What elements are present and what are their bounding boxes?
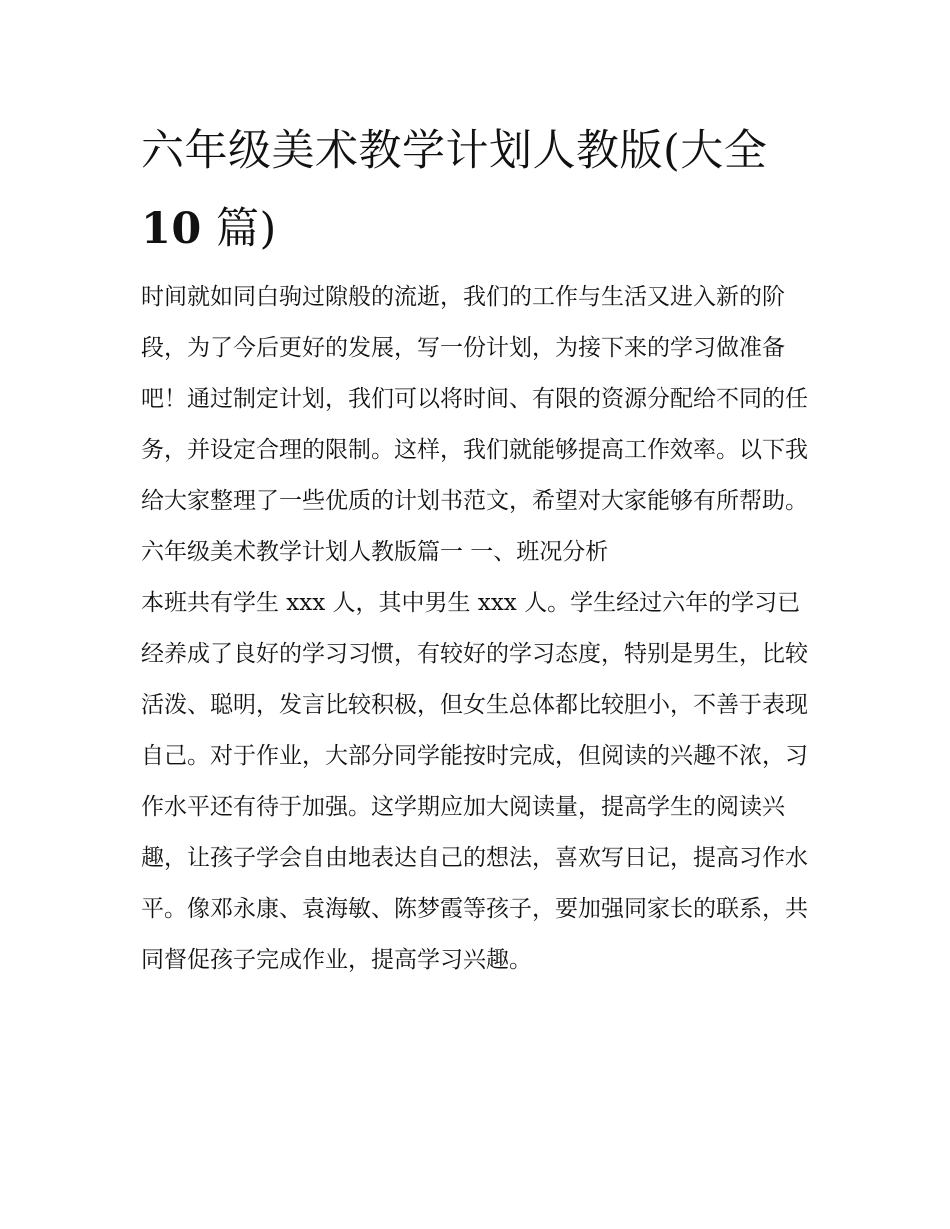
title-number: 10 bbox=[141, 204, 202, 254]
intro-paragraph: 时间就如同白驹过隙般的流逝，我们的工作与生活又进入新的阶段，为了今后更好的发展，写一份计划，为接下来的学习做准备吧！通过制定计划，我们可以将时间、有限的资源分配给不同的任务，并设定合理的限制。这样，我们就能够提高工作效率。以下我给大家整理了一些优质的计划书范文，希望对大家能够有所帮助。 bbox=[141, 284, 808, 514]
title-text-part2: 篇) bbox=[216, 204, 277, 254]
section-heading: 六年级美术教学计划人教版篇一 一、班况分析 bbox=[141, 539, 609, 565]
section-paragraph: 本班共有学生 xxx 人，其中男生 xxx 人。学生经过六年的学习已经养成了良好的学习习惯，有较好的学习态度，特别是男生，比较活泼、聪明，发言比较积极，但女生总体都比较胆小，不善于表现自己。对于作业，大部分同学能按时完成，但阅读的兴趣不浓，习作水平还有待于加强。这学期应加大阅读量，提高学生的阅读兴趣，让孩子学会自由地表达自己的想法，喜欢写日记，提高习作水平。像邓永康、袁海敏、陈梦霞等孩子，要加强同家长的联系，共同督促孩子完成作业，提高学习兴趣。 bbox=[141, 590, 808, 973]
document-content bbox=[141, 112, 813, 986]
document-title bbox=[141, 112, 813, 268]
title-text-part1: 六年级美术教学计划人教版(大全 bbox=[141, 126, 768, 176]
